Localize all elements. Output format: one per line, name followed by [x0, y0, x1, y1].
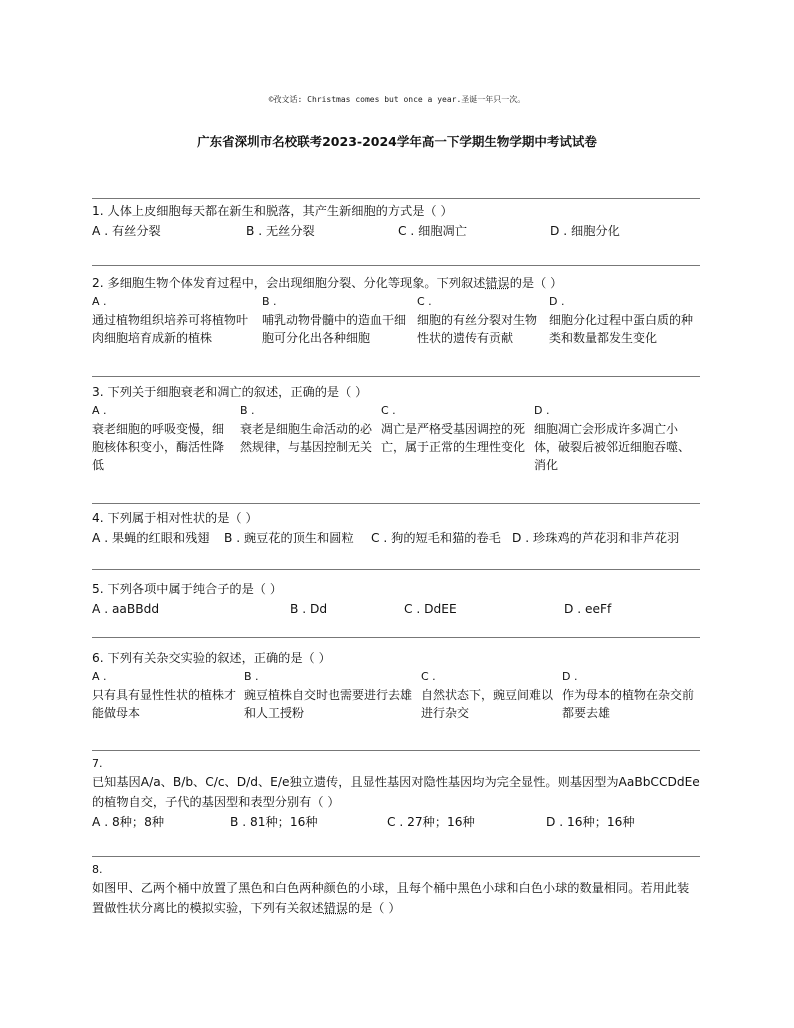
option-c[interactable]: C . 狗的短毛和猫的卷毛 [371, 531, 501, 545]
option-d[interactable] [549, 293, 700, 347]
stem-text: 如图甲、乙两个桶中放置了黑色和白色两种颜色的小球，且每个桶中黑色小球和白色小球的数量相同。若用此装置做性状分离比的模拟实验，下列有关叙述 [92, 881, 690, 915]
divider [92, 198, 700, 199]
question-stem: 3. 下列关于细胞衰老和凋亡的叙述，正确的是（ ） [92, 385, 368, 399]
option-letter: A . [92, 295, 107, 308]
divider [92, 750, 700, 751]
question-4 [92, 508, 700, 548]
option-letter: A . [92, 404, 107, 417]
question-stem: 1. 人体上皮细胞每天都在新生和脱落，其产生新细胞的方式是（ ） [92, 204, 453, 218]
divider [92, 569, 700, 570]
divider [92, 856, 700, 857]
option-a[interactable]: A . 有丝分裂 [92, 224, 161, 238]
option-d[interactable]: D . 16种；16种 [546, 815, 635, 829]
stem-emphasis: 错误 [485, 276, 510, 290]
option-letter: D . [562, 670, 578, 683]
question-stem: 已知基因A/a、B/b、C/c、D/d、E/e独立遗传，且显性基因对隐性基因均为完全显性。则基因型为AaBbCCDdEe的植物自交，子代的基因型和表型分别有（ ） [92, 775, 700, 809]
question-stem: 6. 下列有关杂交实验的叙述，正确的是（ ） [92, 651, 331, 665]
options-row [92, 528, 700, 548]
question-number: 7. [92, 757, 103, 770]
stem-text-end: 的是（ ） [509, 276, 563, 290]
question-number: 8. [92, 863, 103, 876]
option-d[interactable]: D . eeFf [564, 602, 612, 616]
stem-text-end: 的是（ ） [347, 901, 401, 915]
option-text: 凋亡是严格受基因调控的死亡，属于正常的生理性变化 [381, 422, 526, 454]
option-letter: D . [549, 295, 565, 308]
option-text: 哺乳动物骨髓中的造血干细胞可分化出各种细胞 [262, 313, 407, 345]
option-d[interactable] [534, 402, 700, 474]
option-b[interactable]: B . 81种；16种 [230, 815, 318, 829]
option-text: 作为母本的植物在杂交前都要去雄 [562, 688, 695, 720]
divider [92, 503, 700, 504]
header-motto: ©孜文话: Christmas comes but once a year.圣诞一年只一次。 [268, 95, 526, 104]
option-d[interactable]: D . 珍珠鸡的芦花羽和非芦花羽 [512, 531, 680, 545]
option-text: 细胞的有丝分裂对生物性状的遗传有贡献 [417, 313, 538, 345]
option-a[interactable]: A . 果蝇的红眼和残翅 [92, 531, 210, 545]
option-text: 细胞凋亡会形成许多凋亡小体，破裂后被邻近细胞吞噬、消化 [534, 422, 691, 472]
option-b[interactable]: B . Dd [290, 602, 328, 616]
options-grid [92, 402, 700, 476]
stem-text: 2. 多细胞生物个体发育过程中，会出现细胞分裂、分化等现象。下列叙述 [92, 276, 486, 290]
option-b[interactable]: B . 豌豆花的顶生和圆粒 [224, 531, 354, 545]
option-a[interactable] [92, 402, 234, 474]
options-row [92, 599, 700, 619]
option-letter: A . [92, 670, 107, 683]
question-5 [92, 579, 700, 619]
options-grid [92, 668, 700, 724]
option-d[interactable] [562, 668, 700, 722]
option-text: 通过植物组织培养可将植物叶肉细胞培育成新的植株 [92, 313, 249, 345]
option-c[interactable] [381, 402, 530, 456]
option-text: 衰老是细胞生命活动的必然规律，与基因控制无关 [240, 422, 373, 454]
option-letter: C . [381, 404, 396, 417]
option-letter: B . [240, 404, 255, 417]
page-title: 广东省深圳市名校联考2023-2024学年高一下学期生物学期中考试试卷 [197, 134, 597, 149]
option-letter: C . [421, 670, 436, 683]
option-a[interactable]: A . aaBBdd [92, 602, 160, 616]
option-c[interactable] [421, 668, 557, 722]
option-a[interactable]: A . 8种；8种 [92, 815, 165, 829]
option-b[interactable]: B . 无丝分裂 [246, 224, 315, 238]
options-grid [92, 293, 700, 349]
question-7 [92, 756, 700, 832]
question-stem: 5. 下列各项中属于纯合子的是（ ） [92, 582, 283, 596]
option-d[interactable]: D . 细胞分化 [550, 224, 620, 238]
question-stem [92, 878, 700, 918]
option-b[interactable] [240, 402, 377, 456]
option-text: 只有具有显性性状的植株才能做母本 [92, 688, 237, 720]
question-3 [92, 382, 700, 476]
question-1 [92, 201, 700, 241]
question-8 [92, 862, 700, 918]
option-c[interactable]: C . 27种；16种 [387, 815, 475, 829]
option-letter: B . [244, 670, 259, 683]
option-text: 豌豆植株自交时也需要进行去雄和人工授粉 [244, 688, 413, 720]
divider [92, 265, 700, 266]
option-text: 衰老细胞的呼吸变慢，细胞核体积变小，酶活性降低 [92, 422, 225, 472]
option-a[interactable] [92, 293, 256, 347]
option-b[interactable] [262, 293, 412, 347]
question-2 [92, 273, 700, 349]
option-c[interactable]: C . 细胞凋亡 [398, 224, 467, 238]
option-c[interactable] [417, 293, 543, 347]
divider [92, 637, 700, 638]
option-a[interactable] [92, 668, 238, 722]
option-letter: B . [262, 295, 277, 308]
question-6 [92, 648, 700, 724]
option-text: 细胞分化过程中蛋白质的种类和数量都发生变化 [549, 313, 694, 345]
option-text: 自然状态下，豌豆间难以进行杂交 [421, 688, 554, 720]
options-row [92, 221, 700, 241]
stem-emphasis: 错误 [323, 901, 348, 915]
option-letter: D . [534, 404, 550, 417]
question-stem [92, 273, 700, 293]
divider [92, 376, 700, 377]
options-row [92, 812, 700, 832]
option-letter: C . [417, 295, 432, 308]
option-b[interactable] [244, 668, 414, 722]
question-stem: 4. 下列属于相对性状的是（ ） [92, 511, 258, 525]
option-c[interactable]: C . DdEE [404, 602, 457, 616]
